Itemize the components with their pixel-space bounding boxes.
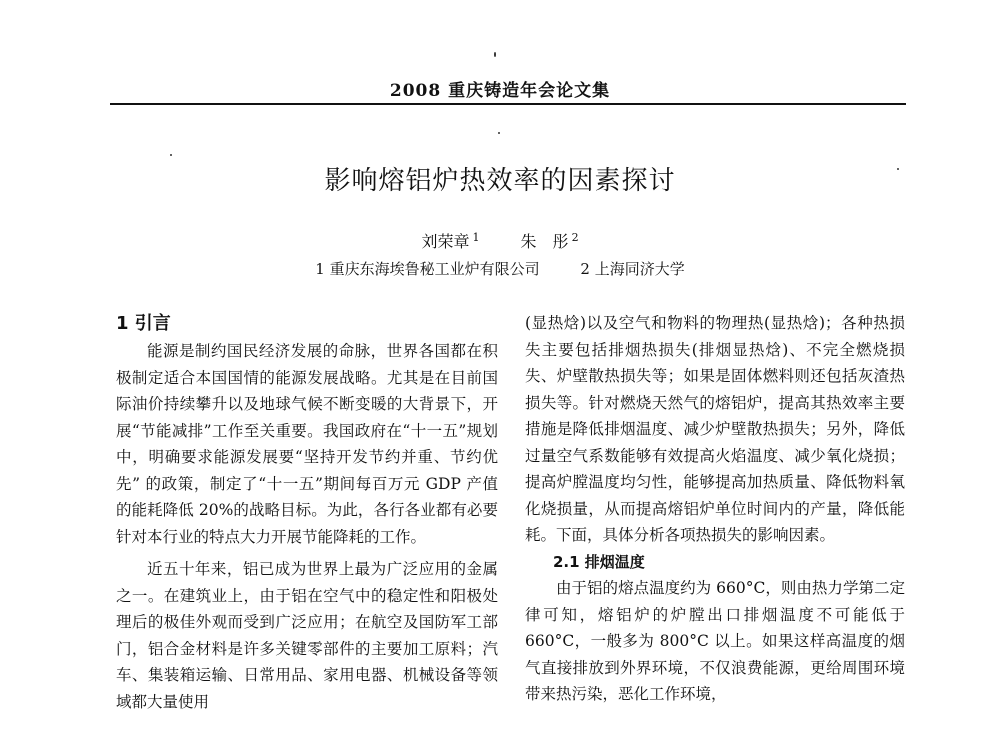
affiliation: 1 重庆东海埃鲁秘工业炉有限公司 (315, 260, 540, 278)
paper-title: 影响熔铝炉热效率的因素探讨 (324, 166, 676, 196)
header-rule (110, 103, 906, 105)
paragraph: 能源是制约国民经济发展的命脉，世界各国都在积极制定适合本国国情的能源发展战略。尤其是在目前国际油价持续攀升以及地球气候不断变暖的大背景下，开展“节能减排”工作至关重要。我国政府在“十一五”规划中，明确要求能源发展要“坚持开发节约并重、节约优先” 的政策，制定了“十一五”期间每百万元 GDP 产值的能耗降低 20%的战略目标。为此，各行各业都有必要针对本行业的特点大力开展节能降耗的工作。 (116, 342, 498, 546)
subsection-heading: 2.1 排烟温度 (553, 552, 645, 571)
affiliation-line (0, 258, 1000, 279)
paragraph: (显热焓)以及空气和物料的物理热(显热焓)；各种热损失主要包括排烟热损失(排烟显热焓)、不完全燃烧损失、炉壁散热损失等；如果是固体燃料则还包括灰渣热损失等。针对燃烧天然气的熔铝炉，提高其热效率主要措施是降低排烟温度、减少炉壁散热损失；另外，降低过量空气系数能够有效提高火焰温度、减少氧化烧损；提高炉膛温度均匀性，能够提高加热质量、降低物料氧化烧损量，从而提高熔铝炉单位时间内的产量，降低能耗。下面，具体分析各项热损失的影响因素。 (525, 314, 905, 544)
right-column (525, 310, 905, 708)
running-header: 2008 重庆铸造年会论文集 (389, 81, 611, 101)
scan-speck (498, 132, 500, 134)
affiliation: 2 上海同济大学 (580, 260, 685, 278)
author-line (0, 229, 1000, 252)
author: 刘荣章 $^1$ (421, 230, 480, 251)
paragraph: 由于铝的熔点温度约为 660°C，则由热力学第二定律可知，熔铝炉的炉膛出口排烟温度不可能低于 660°C，一般多为 800°C 以上。如果这样高温度的烟气直接排放到外界环境，不仅浪费能源，更给周围环境带来热污染，恶化工作环境， (525, 579, 905, 703)
author: 朱 彤 $^2$ (520, 230, 579, 251)
paragraph: 近五十年来，铝已成为世界上最为广泛应用的金属之一。在建筑业上，由于铝在空气中的稳定性和阳极处理后的极佳外观而受到广泛应用；在航空及国防军工部门，铝合金材料是许多关键零部件的主要加工原料；汽车、集装箱运输、日常用品、家用电器、机械设备等领域都大量使用 (116, 560, 498, 711)
left-column (116, 310, 498, 715)
section-heading: 1 引言 (116, 313, 171, 334)
scan-speck (170, 154, 172, 156)
scan-speck (494, 52, 496, 57)
